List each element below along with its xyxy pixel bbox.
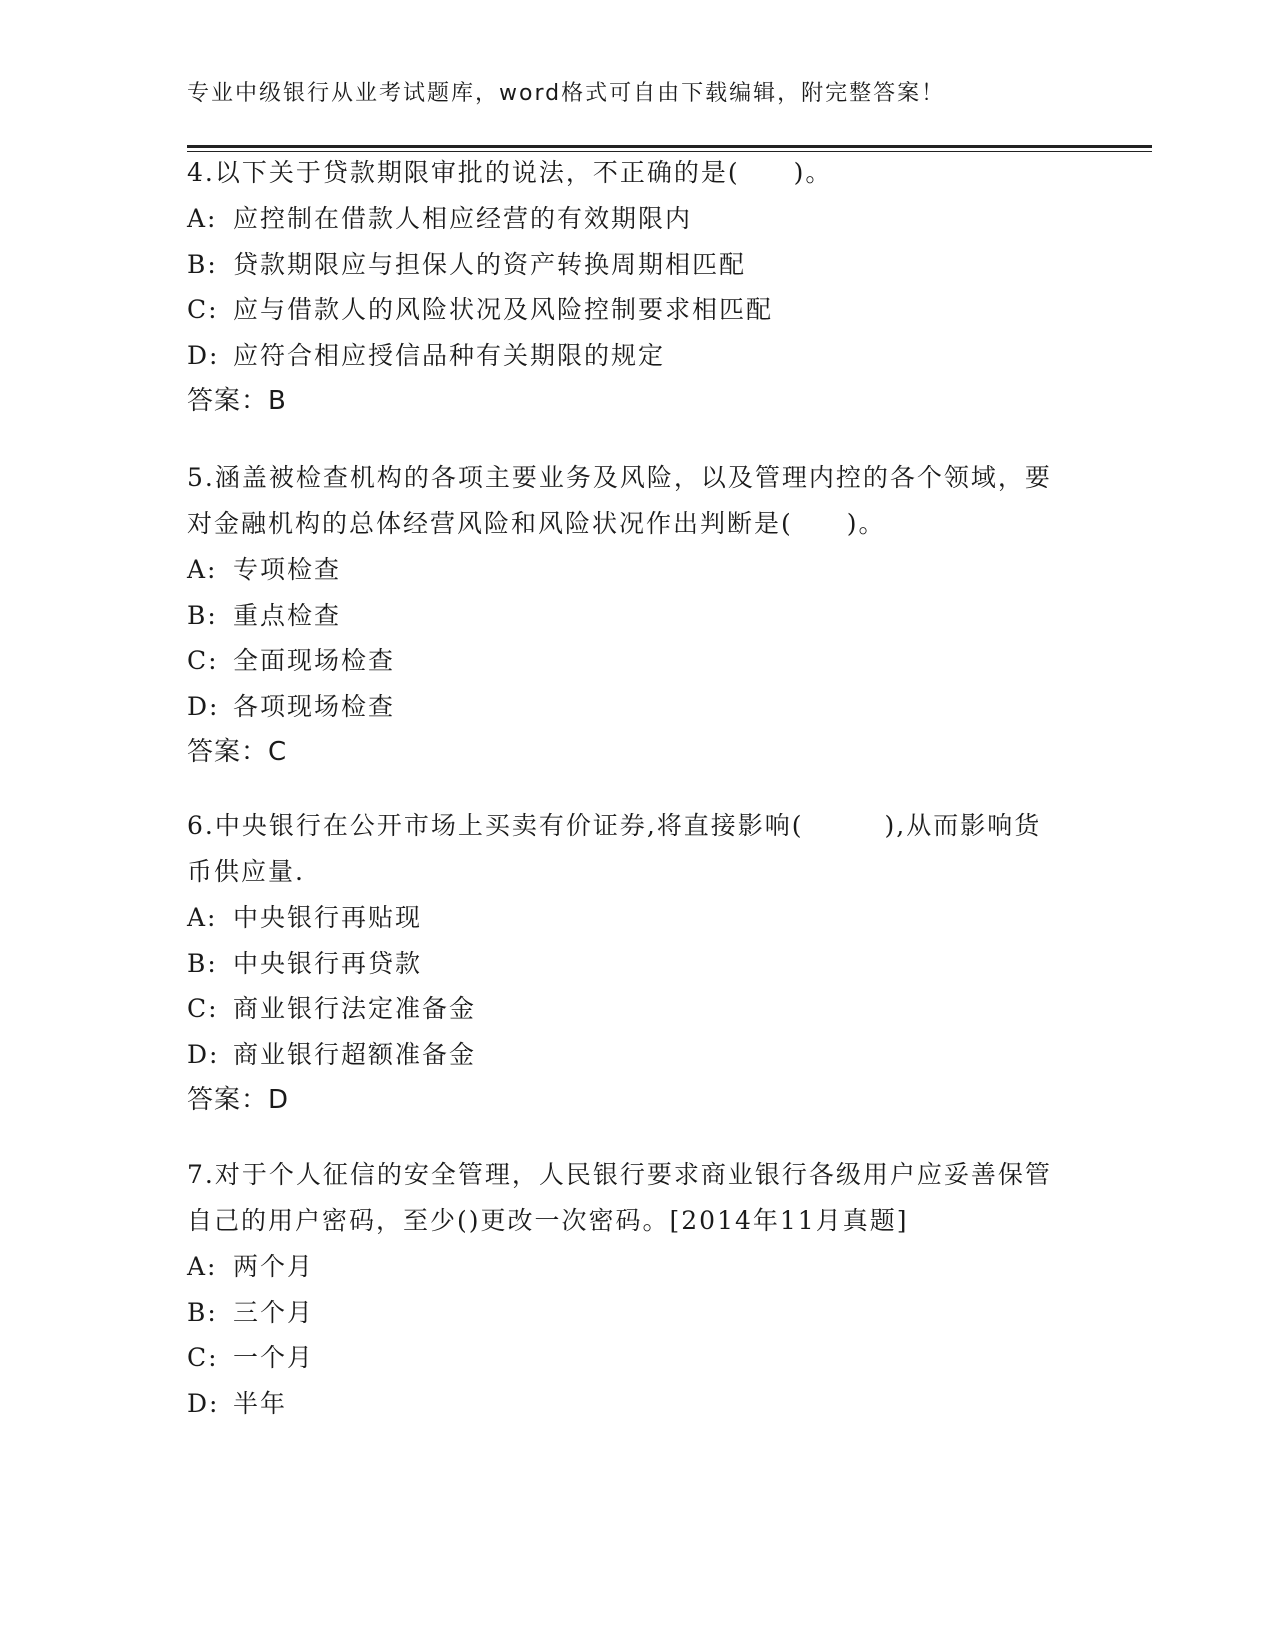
option-text: 全面现场检查 [233,646,396,675]
option-text: 中央银行再贷款 [233,948,423,978]
option-letter: B: [187,1297,218,1327]
option-a [187,196,1067,242]
option-text: 一个月 [233,1343,315,1372]
option-letter: A: [187,204,218,233]
option-letter: B: [187,600,218,630]
option-a [187,1244,1067,1290]
option-letter: D: [187,691,220,721]
option-text: 商业银行法定准备金 [233,994,477,1023]
option-letter: B: [187,948,218,978]
option-c [187,1335,1067,1381]
option-text: 商业银行超额准备金 [233,1039,477,1069]
option-text: 重点检查 [233,600,342,630]
option-letter: C: [187,646,219,675]
option-text: 应与借款人的风险状况及风险控制要求相匹配 [233,295,774,324]
option-text: 三个月 [233,1297,315,1327]
option-letter: D: [187,1388,220,1418]
option-text: 各项现场检查 [233,691,396,721]
option-b [187,1290,1067,1336]
option-d [187,1032,1067,1078]
page-header: 专业中级银行从业考试题库，word格式可自由下载编辑，附完整答案！ [187,81,946,106]
option-letter: C: [187,994,219,1023]
header-rule-thick [187,145,1152,148]
option-text: 专项检查 [233,555,342,584]
option-letter: A: [187,1252,218,1281]
option-text: 中央银行再贴现 [233,903,423,932]
option-c [187,986,1067,1032]
option-letter: D: [187,340,220,370]
option-d [187,684,1067,730]
option-letter: A: [187,555,218,584]
option-c [187,638,1067,684]
option-c [187,287,1067,333]
option-text: 应控制在借款人相应经营的有效期限内 [233,204,693,233]
option-d [187,333,1067,379]
option-letter: A: [187,903,218,932]
question-4 [187,150,1067,424]
answer-label: 答案：D [187,1085,290,1115]
question-stem: 6.中央银行在公开市场上买卖有价证券,将直接影响( ),从而影响货币供应量. [187,811,1042,886]
option-letter: C: [187,1343,219,1372]
answer-label: 答案：B [187,386,287,416]
option-text: 半年 [233,1388,288,1418]
option-text: 贷款期限应与担保人的资产转换周期相匹配 [233,249,747,279]
question-stem: 7.对于个人征信的安全管理，人民银行要求商业银行各级用户应妥善保管自己的用户密码，至少()更改一次密码。[2014年11月真题] [187,1160,1052,1235]
option-b [187,242,1067,288]
question-6 [187,803,1067,1123]
question-stem: 4.以下关于贷款期限审批的说法，不正确的是( )。 [187,158,833,187]
question-7 [187,1152,1067,1426]
option-text: 两个月 [233,1252,315,1281]
option-d [187,1381,1067,1427]
option-b [187,941,1067,987]
option-letter: C: [187,295,219,324]
option-letter: B: [187,249,218,279]
option-letter: D: [187,1039,220,1069]
question-stem: 5.涵盖被检查机构的各项主要业务及风险，以及管理内控的各个领域，要对金融机构的总体经营风险和风险状况作出判断是( )。 [187,463,1052,538]
option-a [187,547,1067,593]
option-a [187,895,1067,941]
option-b [187,593,1067,639]
question-5 [187,455,1067,775]
option-text: 应符合相应授信品种有关期限的规定 [233,340,666,370]
answer-label: 答案：C [187,737,288,767]
